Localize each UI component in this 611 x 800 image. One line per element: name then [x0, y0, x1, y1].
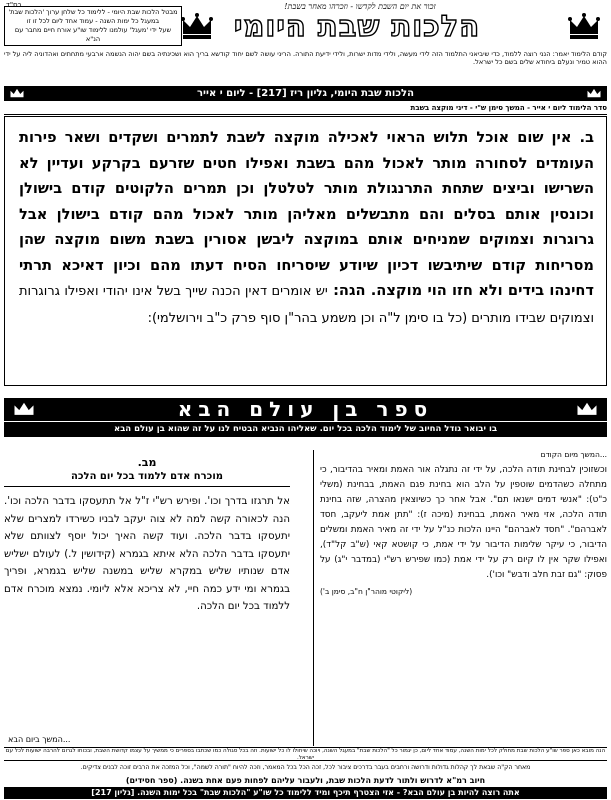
left-column	[4, 450, 294, 746]
footer-obligation: חיוב רמ"א לדרוש ולתור לדעת הלכות שבת, ולעבור עליהם לפחות פעם אחת בשנה. (ספר חסידים)	[125, 776, 486, 785]
halacha-body: ב. אין שום אוכל תלוש הראוי לאכילה מוקצה לשבת לתמרים ושקדים ושאר פירות העומדים לסחורה מותר לאכול מהם בשבת ואפילו חטים שזרעם בקרקע ועדיין לא השרישו וביצים שתחת התרנגולת מותר לטלטלן וכן תמרים הלקוטים קודם בישולן וכונסין אותם בסלים והם מתבשלים מאליהן מותר לאכול מהם קודם בישולן אבל גרוגרות וצמוקים שמניחים אותם במוקצה ליבשן אסורין בשבת משום מוקצה שהן מסריחות קודם שיתיבשו דכיון שיודע שיסריחו הסיח דעתו מהם וכיון דאיכא תרתי דחינהו בידים ולא חזו הוי מוקצה. הגה:	[19, 129, 594, 299]
chapter-number: מב.	[137, 456, 157, 469]
left-column-body: אל תרגזו בדרך וכו'. ופירש רש"י ז"ל אל תתעסקו בדבר הלכה וכו'. הנה לכאורה קשה למה לא צוה יעקב לבניו כשירדו למצרים שלא יתעסקו בדבר הלכה. ועוד קשה האיך יכול יוסף לצוותם שלא יתעסקו בדבר הלכה הלא איתא בגמרא (קידושין ל.) לעולם ישליש אדם שנותיו שליש במקרא שליש במשנה שליש בגמרא, ופריך בגמרא ומי ידע כמה חיי, לא צריכא אלא ליומי. נמצא מוכרח אדם ללמוד בכל יום הלכה.	[4, 496, 290, 612]
right-column	[313, 450, 607, 746]
crown-icon	[585, 87, 603, 100]
section-title-bar	[4, 398, 607, 421]
bsd-mark: בס"ד	[6, 1, 22, 9]
crown-icon	[567, 12, 601, 40]
masthead-subtitle: זכור את יום השבת לקדשו - וזכרהו מאחר בשבת!	[284, 2, 436, 11]
main-halacha-text	[19, 125, 594, 331]
footer-info: הנה מובא כאן ספר שו"ע הלכות שבת מחולק לכל ימות השנה, עמוד אחד ליום, כן יגמור כל "הלכות שבת" במעגל השנה, ויוכה שיחולו לו כל ישועות. וזה בכל סגולה כמו שכתבו בספרים כי ממשיך על עצמו קדושת השבת, ובכוחו לגרום להרבה ישועות לכל עם ישראל.	[5, 748, 606, 761]
chapter-title: מוכרח אדם ללמוד בכל יום הלכה	[4, 471, 290, 487]
study-schedule	[4, 103, 607, 115]
masthead-title: הלכות שבת היומי	[233, 9, 481, 43]
right-column-source: (ליקוטי מוהר"ן ח"ב, סימן ב')	[320, 587, 413, 596]
crown-icon	[10, 400, 38, 419]
crown-icon	[573, 400, 601, 419]
intro-prayer: קודם הלימוד יאמר: הנני רוצה ללמוד, כדי שיביאני התלמוד הזה לידי מעשה, ולידי מדות ישרות, ולידי ידיעת התורה. הריני עושה לשם יחוד קודשא בריך הוא ושכינתיה בשם יהוה הנשמה ארבעי מתחתים ואהדוניה ליה על ידי ההוא טמיר ונעלם ביחודא שלים בשם כל ישראל.	[4, 50, 607, 67]
crown-icon	[8, 87, 26, 100]
rema-note: יש אומרים דאין הכנה שייך בשל אינו יהודי ואפילו גרוגרות וצמוקים שבידו מותרים (כל בו סימן ל"ה וכן משמע בהר"ן סוף פרק כ"ב וירושלמי):	[19, 284, 594, 326]
continued-next-label: ...המשך ביום הבא	[8, 735, 71, 744]
footer-merit: מאחר הק"ה שבאת לך קהלות גדולות ודרושה ורחבים בעבר בדרכים ציבור לכל, זכה הכל בכל המאמר, וזכה להיוח "תורה לשמה", וכל המזכה את הרבים זוכה לבנים צדיקים.	[80, 764, 531, 771]
continued-from-label: ...המשך מיום הקודם	[540, 450, 607, 459]
section-subtitle: בו יבואר גודל החיוב של לימוד הלכה בכל יום. שאליהו הנביא הבטיח לנו על זה שהוא בן עולם הבא	[4, 422, 607, 437]
section-title: ספר בן עולם הבא	[177, 397, 434, 421]
masthead-box-line: שעל ידי 'מעגל' עולמנו ללימוד שו"ע אורח חיים מחבר עם הנ"א	[14, 26, 172, 43]
date-bar	[4, 86, 607, 101]
masthead-info-box	[4, 6, 182, 46]
schedule-label: סדר הלימוד ליום י אייר - המשך סימן ש"י - דיני מוקצה בשבת	[410, 104, 607, 112]
masthead-box-line: מבטל הלכות שבת היומי - ללימוד כל שלחן ערוך 'הלכות שבת'	[8, 8, 178, 16]
crown-icon	[180, 12, 214, 40]
footer-call-to-action: אתה רוצה להיות בן עולם הבא? - אזי הצטרף תיכף ומיד ללימוד כל שו"ע "הלכות שבת" בכל ימות השנה. [גליון 217]	[4, 787, 607, 799]
masthead-box-line: במעגל כל ימות השנה - עמוד אחד ליום לכל זו זו	[26, 17, 160, 25]
main-halacha-frame	[4, 116, 607, 386]
date-bar-text: הלכות שבת היומי, גליון ריז [217] - ליום י אייר	[197, 88, 414, 99]
right-column-body: וכשזוכין לבחינת תודה הלכה, על ידי זה נתגלה אור האמת ומאיר בהדיבור, כי מתחלה כשהדמים שוטפין על הלב הוא בחינת פגם האמת, בבחינת (משלי כ"ט): "אנשי דמים ישנאו תם". אבל אחר כך כשיוצאין מהצרה, שזה בחינת תודה הלכה, אזי מאיר האמת, בבחינת (מיכה ז): "תתן אמת ליעקב, חסד לאברהם". "חסד לאברהם" היינו הלכות כנ"ל על ידי זה מאיר האמת ומשלים הדיבור, כי עיקר שלימות הדיבור על ידי אמת, כי קושטא קאי (ש"ב קל"ד), ואפילו שקר אין לו קיום רק על ידי אמת (כמו שפירש רש"י (במדבר י"ג) על פסוק: "גם זבת חלב ודבש" וכו').	[320, 465, 607, 580]
